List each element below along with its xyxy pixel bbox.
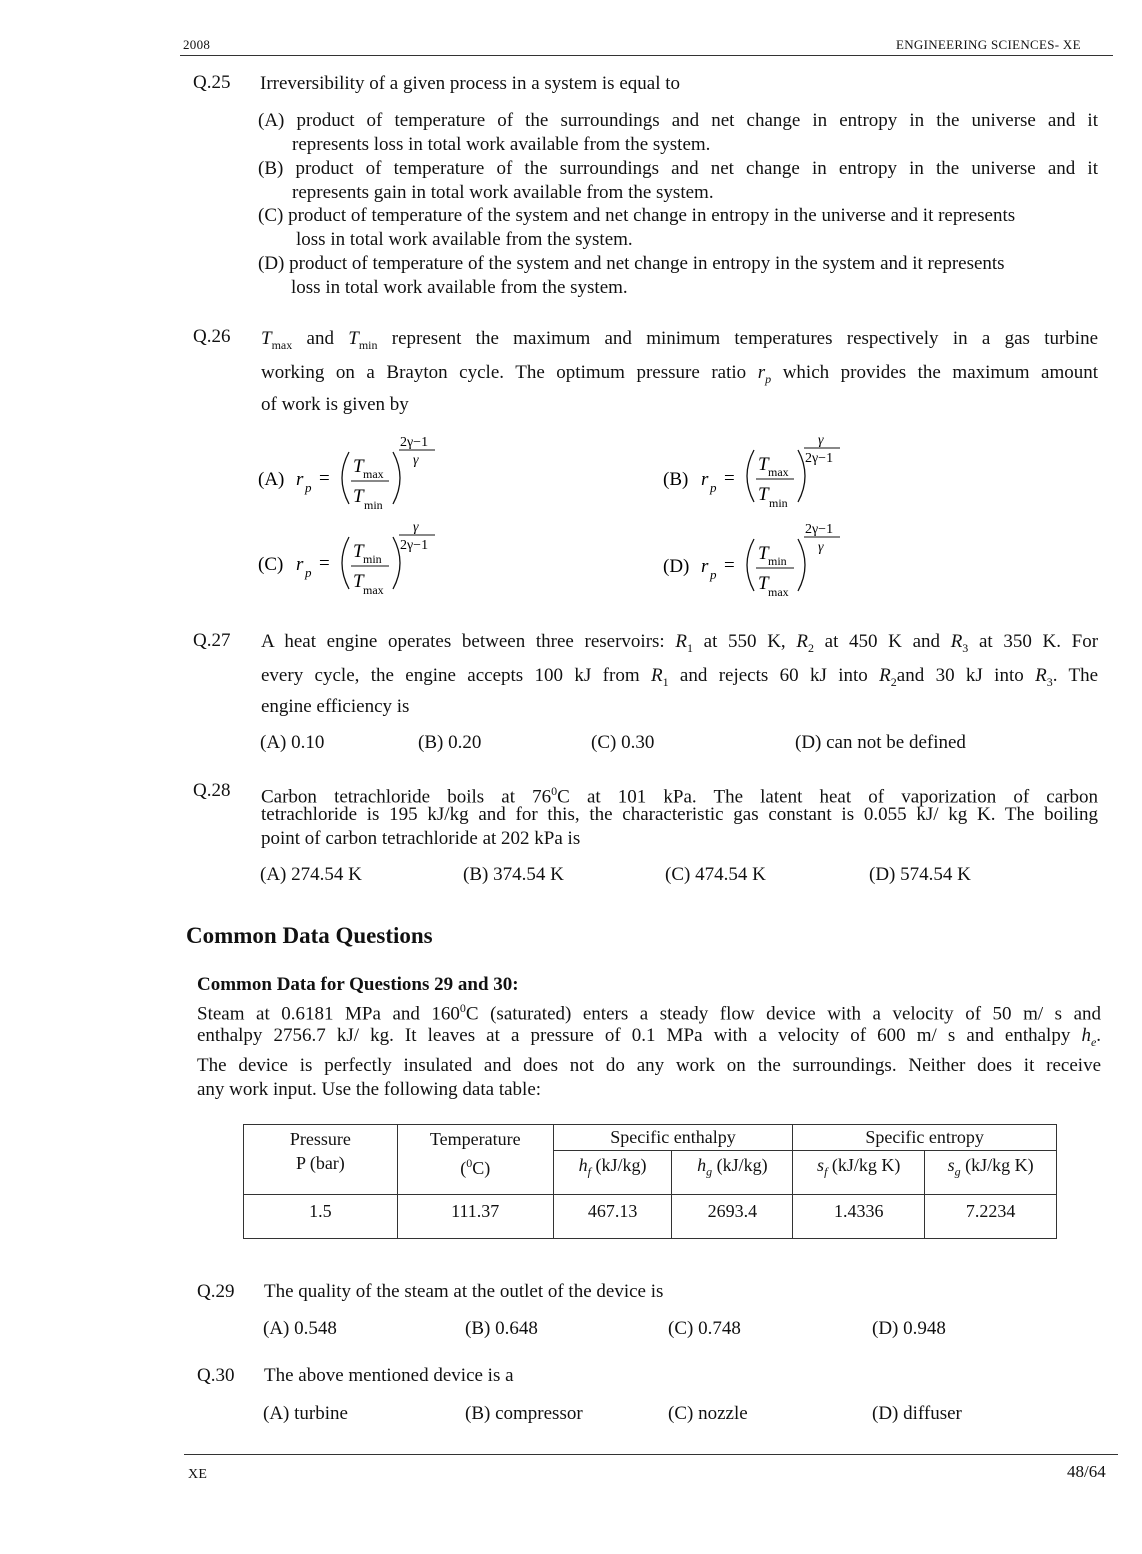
q25-option-b-line1: (B) product of temperature of the surroundings and net change in entropy in the universe and it <box>258 158 1098 179</box>
h-symbol: h <box>1081 1025 1091 1046</box>
exponent-numerator: 2γ−1 <box>805 522 834 537</box>
r-symbol: R <box>675 631 687 652</box>
max-subscript: max <box>768 465 789 479</box>
hf-value: 467.13 <box>553 1195 672 1239</box>
footer-rule <box>184 1454 1118 1455</box>
common-line1 <box>197 996 1101 1026</box>
q26-option-d-formula <box>660 517 860 607</box>
exponent-numerator: γ <box>818 433 824 448</box>
q28-choice-a: (A) 274.54 K <box>260 864 362 885</box>
header-rule <box>180 55 1113 56</box>
q28-line1-a: Carbon tetrachloride boils at 76 <box>261 786 552 808</box>
q26-line1-rest: represent the maximum and minimum temperatures respectively in a gas turbine <box>391 328 1099 349</box>
q26-number: Q.26 <box>193 326 231 347</box>
r-symbol: R <box>879 665 891 686</box>
q26-option-c <box>255 517 455 612</box>
t-symbol: T <box>758 454 769 475</box>
q25-option-c-line2: loss in total work available from the system. <box>296 229 633 250</box>
min-subscript: min <box>769 496 788 510</box>
q26-option-a <box>255 430 455 525</box>
common-data-title: Common Data for Questions 29 and 30: <box>197 974 519 995</box>
exponent-denominator: 2γ−1 <box>805 451 834 466</box>
r-symbol: r <box>701 556 709 577</box>
q26-option-a-formula <box>255 430 455 520</box>
t-symbol: T <box>758 484 769 505</box>
max-subscript: max <box>363 467 384 481</box>
subscript-2: 2 <box>807 640 814 655</box>
sf-header: $s_f$ (kJ/kg K) <box>793 1151 925 1195</box>
q27-line1-c: at 450 K and <box>824 631 941 652</box>
q25-number: Q.25 <box>193 72 231 93</box>
t-symbol: T <box>353 486 364 507</box>
common-line2-a: enthalpy 2756.7 kJ/ kg. It leaves at a pressure of 0.1 MPa with a velocity of 600 m/ s and enthalpy <box>197 1025 1071 1046</box>
temperature-header <box>397 1125 553 1195</box>
q28-choice-b: (B) 374.54 K <box>463 864 564 885</box>
degree-superscript: 0 <box>466 1156 473 1170</box>
common-line1-b: C (saturated) enters a steady flow device with a velocity of 50 m/ s and <box>465 1003 1102 1025</box>
subscript-1: 1 <box>687 640 693 655</box>
svg-text:=: = <box>319 468 330 489</box>
p-subscript: p <box>765 371 772 386</box>
t-symbol: T <box>353 456 364 477</box>
e-subscript: e <box>1090 1034 1097 1049</box>
header-year: 2008 <box>183 37 211 52</box>
p-subscript: p <box>305 480 312 495</box>
pressure-header <box>244 1125 398 1195</box>
min-subscript: min <box>768 554 787 568</box>
q25-option-b-line2: represents gain in total work available from the system. <box>292 182 714 203</box>
common-line3: The device is perfectly insulated and does not do any work on the surroundings. Neither does it receive <box>197 1055 1101 1076</box>
min-subscript: min <box>363 552 382 566</box>
hf-header: $h_f$ (kJ/kg) <box>553 1151 672 1195</box>
entropy-header: Specific entropy <box>793 1125 1057 1151</box>
q27-line3: engine efficiency is <box>261 696 410 717</box>
q28-choice-c: (C) 474.54 K <box>665 864 766 885</box>
q25-option-b <box>258 157 1098 205</box>
q27-line1-b: at 550 K, <box>703 631 786 652</box>
svg-text:=: = <box>319 553 330 574</box>
t-symbol: T <box>348 328 359 349</box>
q30-choice-c: (C) nozzle <box>668 1403 748 1424</box>
common-line1-a: Steam at 0.6181 MPa and 160 <box>197 1003 460 1025</box>
max-subscript: max <box>271 337 293 352</box>
max-subscript: max <box>768 585 789 599</box>
q26-option-d <box>660 517 860 612</box>
q28-line3: point of carbon tetrachloride at 202 kPa is <box>261 828 581 849</box>
q27-line1-d: at 350 K. For <box>978 631 1099 652</box>
temperature-unit: C <box>472 1158 485 1178</box>
r-symbol: R <box>1035 665 1047 686</box>
r-symbol: R <box>650 665 663 686</box>
t-symbol: T <box>353 541 364 562</box>
q27-line2-c: and 30 kJ into <box>896 665 1024 686</box>
q26-line2-a: working on a Brayton cycle. The optimum pressure ratio <box>261 362 747 383</box>
q30-choice-a: (A) turbine <box>263 1403 348 1424</box>
t-symbol: T <box>261 328 272 349</box>
q29-choice-b: (B) 0.648 <box>465 1318 538 1339</box>
subscript-2: 2 <box>890 674 897 689</box>
q27-choice-d: (D) can not be defined <box>795 732 966 753</box>
q29-choice-d: (D) 0.948 <box>872 1318 946 1339</box>
common-line4: any work input. Use the following data table: <box>197 1079 542 1100</box>
q27-choice-b: (B) 0.20 <box>418 732 482 753</box>
q29-number: Q.29 <box>197 1281 235 1302</box>
q28-line2: tetrachloride is 195 kJ/kg and for this, the characteristic gas constant is 0.055 kJ/ kg K. The boiling <box>261 804 1098 825</box>
sg-header: $s_g$ (kJ/kg K) <box>925 1151 1057 1195</box>
svg-text:=: = <box>724 555 735 576</box>
exponent-numerator: γ <box>413 520 419 535</box>
q27-line1 <box>261 626 1098 664</box>
exponent-denominator: 2γ−1 <box>400 538 429 553</box>
subscript-3: 3 <box>962 640 969 655</box>
q27-choice-a: (A) 0.10 <box>260 732 325 753</box>
sf-value: 1.4336 <box>793 1195 925 1239</box>
page-number: 48/64 <box>1067 1462 1106 1481</box>
q26-line3: of work is given by <box>261 394 409 415</box>
r-symbol: r <box>296 554 304 575</box>
r-symbol: r <box>701 469 709 490</box>
q27-number: Q.27 <box>193 630 231 651</box>
degree-superscript: 0 <box>551 784 558 798</box>
q30-choice-b: (B) compressor <box>465 1403 583 1424</box>
q27-line2-d: . The <box>1052 665 1099 686</box>
q26-option-b-formula <box>660 430 860 520</box>
r-symbol: r <box>757 362 766 383</box>
q25-option-d <box>258 252 1098 300</box>
q26-line2-b: which provides the maximum amount <box>782 362 1099 383</box>
option-a-label: (A) <box>258 469 285 490</box>
table-row <box>244 1195 1057 1239</box>
pressure-value: 1.5 <box>244 1195 398 1239</box>
footer-code: XE <box>188 1467 208 1482</box>
q28-line1-b: C at 101 kPa. The latent heat of vaporization of carbon <box>557 786 1098 808</box>
t-symbol: T <box>758 543 769 564</box>
min-subscript: min <box>358 337 378 352</box>
r-symbol: r <box>296 469 304 490</box>
q26-option-b <box>660 430 860 525</box>
q27-choice-c: (C) 0.30 <box>591 732 655 753</box>
t-symbol: T <box>353 571 364 592</box>
hg-value: 2693.4 <box>672 1195 793 1239</box>
r-symbol: R <box>950 631 963 652</box>
exponent-denominator: γ <box>413 453 419 468</box>
q25-option-c <box>258 204 1098 252</box>
q25-option-c-line1: (C) product of temperature of the system and net change in entropy in the universe and it represents <box>258 205 1016 226</box>
q26-line1 <box>261 323 1098 361</box>
sg-value: 7.2234 <box>925 1195 1057 1239</box>
pressure-header-line2: P (bar) <box>295 1153 345 1173</box>
q27-line2-a: every cycle, the engine accepts 100 kJ from <box>261 665 640 686</box>
subscript-3: 3 <box>1046 674 1053 689</box>
exponent-numerator: 2γ−1 <box>400 435 429 450</box>
and-word: and <box>306 328 334 349</box>
q25-option-a-line2: represents loss in total work available from the system. <box>292 134 711 155</box>
q25-text: Irreversibility of a given process in a system is equal to <box>260 73 681 94</box>
min-subscript: min <box>364 498 383 512</box>
temperature-header-line2: ($^0$C) <box>460 1156 491 1178</box>
q30-number: Q.30 <box>197 1365 235 1386</box>
header-subject: ENGINEERING SCIENCES- XE <box>896 37 1081 52</box>
q25-option-d-line1: (D) product of temperature of the system and net change in entropy in the system and it represents <box>258 253 1005 274</box>
q29-choice-a: (A) 0.548 <box>263 1318 337 1339</box>
svg-text:=: = <box>724 468 735 489</box>
q25-option-a <box>258 109 1098 157</box>
q27-line1-a: A heat engine operates between three reservoirs: <box>261 631 665 652</box>
option-b-label: (B) <box>663 469 689 490</box>
p-subscript: p <box>710 567 717 582</box>
p-subscript: p <box>710 480 717 495</box>
temperature-value: 111.37 <box>397 1195 553 1239</box>
exponent-denominator: γ <box>818 540 824 555</box>
enthalpy-header: Specific enthalpy <box>553 1125 793 1151</box>
max-subscript: max <box>363 583 384 597</box>
section-title: Common Data Questions <box>186 923 433 948</box>
q29-text: The quality of the steam at the outlet of the device is <box>264 1281 664 1302</box>
subscript-1: 1 <box>662 674 669 689</box>
steam-data-table <box>243 1124 1057 1239</box>
q25-option-d-line2: loss in total work available from the system. <box>291 277 628 298</box>
q25-option-a-line1: (A) product of temperature of the surroundings and net change in entropy in the universe and it <box>258 110 1098 131</box>
q30-choice-d: (D) diffuser <box>872 1403 962 1424</box>
degree-superscript: 0 <box>459 1001 466 1015</box>
q28-choice-d: (D) 574.54 K <box>869 864 971 885</box>
q26-option-c-formula <box>255 517 455 607</box>
option-d-label: (D) <box>663 556 690 577</box>
q27-line2-b: and rejects 60 kJ into <box>679 665 868 686</box>
option-c-label: (C) <box>258 554 284 575</box>
hg-header: $h_g$ (kJ/kg) <box>672 1151 793 1195</box>
common-line2: enthalpy 2756.7 kJ/ kg. It leaves at a pressure of 0.1 MPa with a velocity of 600 m/ s and enthalpy $h_e$. <box>197 1025 1102 1049</box>
q28-number: Q.28 <box>193 780 231 801</box>
q30-text: The above mentioned device is a <box>264 1365 514 1386</box>
temperature-header-line1: Temperature <box>429 1129 521 1149</box>
pressure-header-line1: Pressure <box>289 1129 351 1149</box>
t-symbol: T <box>758 573 769 594</box>
p-subscript: p <box>305 565 312 580</box>
r-symbol: R <box>796 631 808 652</box>
q29-choice-c: (C) 0.748 <box>668 1318 741 1339</box>
